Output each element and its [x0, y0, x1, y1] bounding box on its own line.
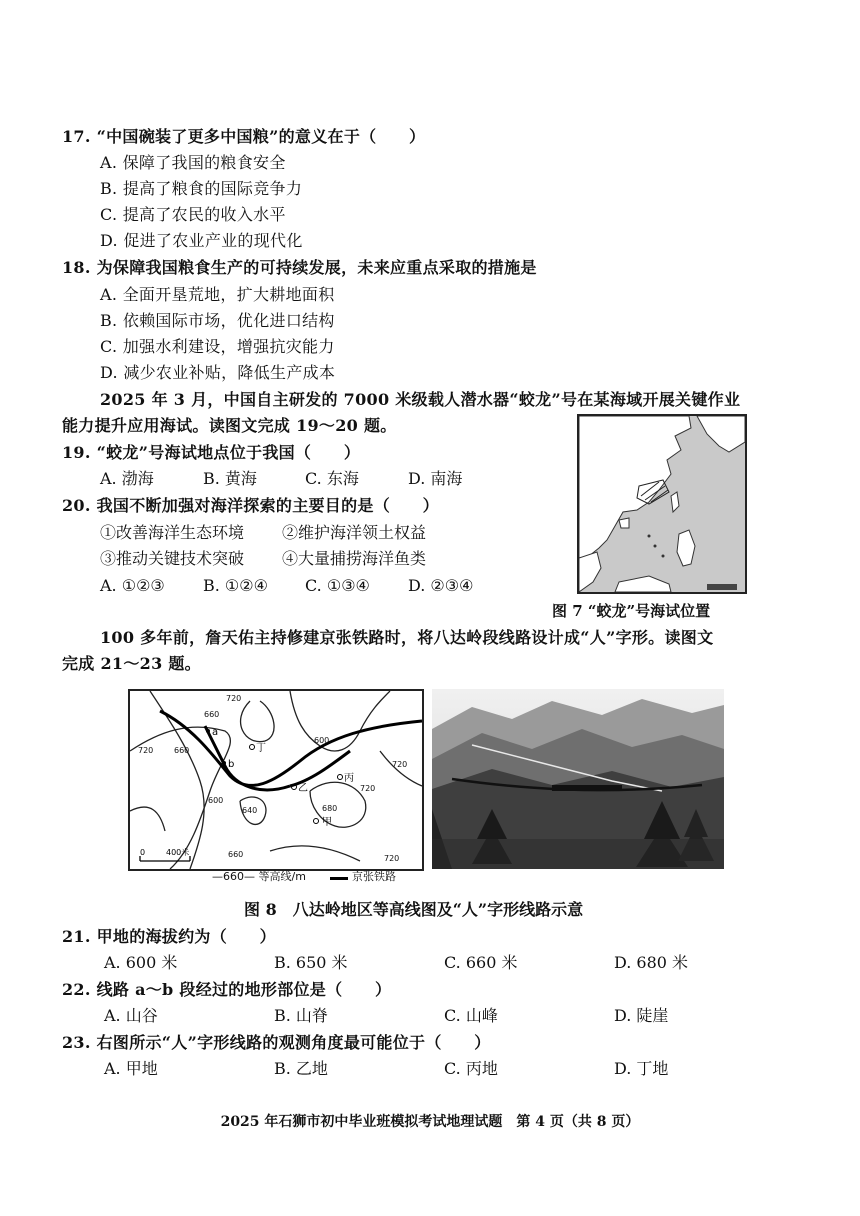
q20-option-b: B. ①②④ [203, 576, 268, 595]
fig8-contour-map [128, 689, 424, 871]
fig7-map-drawing [579, 416, 745, 592]
q20-stem: 20. 我国不断加强对海洋探索的主要目的是（ ） [62, 496, 439, 515]
contour-label-6: 600 [208, 796, 224, 805]
q18-option-c: C. 加强水利建设，增强抗灾能力 [100, 337, 335, 356]
contour-label-1: 720 [226, 694, 242, 703]
q20-option-c: C. ①③④ [305, 576, 370, 595]
place-bing: 丙 [344, 773, 354, 784]
q20-item-2: ②维护海洋领土权益 [282, 523, 427, 542]
q17-option-b: B. 提高了粮食的国际竞争力 [100, 179, 303, 198]
q21-stem: 21. 甲地的海拔约为（ ） [62, 927, 276, 946]
fig8-caption: 图 8 八达岭地区等高线图及“人”字形线路示意 [244, 900, 584, 919]
fig7-caption: 图 7 “蛟龙”号海试位置 [552, 602, 711, 620]
q23-stem: 23. 右图所示“人”字形线路的观测角度最可能位于（ ） [62, 1033, 491, 1052]
contour-label-12: 720 [384, 854, 400, 863]
q19-stem: 19. “蛟龙”号海试地点位于我国（ ） [62, 443, 361, 462]
q23-option-d: D. 丁地 [614, 1059, 669, 1078]
q21-option-b: B. 650 米 [274, 953, 348, 972]
q21-option-a: A. 600 米 [104, 953, 178, 972]
contour-map-drawing [130, 691, 422, 869]
passage2-line2: 完成 21～23 题。 [62, 654, 201, 673]
q20-option-a: A. ①②③ [100, 576, 165, 595]
passage1-line2: 能力提升应用海试。读图文完成 19～20 题。 [62, 416, 397, 435]
q19-option-b: B. 黄海 [203, 469, 257, 488]
fig8-legend-rail: 京张铁路 [352, 870, 396, 883]
railway-illustration-drawing [432, 689, 724, 869]
q23-option-c: C. 丙地 [444, 1059, 498, 1078]
q23-option-a: A. 甲地 [104, 1059, 158, 1078]
q18-option-b: B. 依赖国际市场，优化进口结构 [100, 311, 335, 330]
scale-label: 400米 [166, 848, 190, 857]
q20-item-1: ①改善海洋生态环境 [100, 523, 245, 542]
q22-option-c: C. 山峰 [444, 1006, 498, 1025]
q18-stem: 18. 为保障我国粮食生产的可持续发展，未来应重点采取的措施是 [62, 258, 537, 277]
place-ding: 丁 [256, 743, 266, 754]
q18-option-a: A. 全面开垦荒地，扩大耕地面积 [100, 285, 335, 304]
q22-stem: 22. 线路 a～b 段经过的地形部位是（ ） [62, 980, 392, 999]
fig7-map [577, 414, 747, 594]
contour-label-11: 660 [228, 850, 244, 859]
q21-option-d: D. 680 米 [614, 953, 689, 972]
q17-option-a: A. 保障了我国的粮食安全 [100, 153, 286, 172]
contour-label-9: 640 [242, 806, 258, 815]
fig8-legend-contour: —660— 等高线/m [212, 870, 306, 883]
q17-option-d: D. 促进了农业产业的现代化 [100, 231, 303, 250]
q17-stem: 17. “中国碗装了更多中国粮”的意义在于（ ） [62, 127, 426, 146]
railway-illustration [432, 689, 724, 869]
passage1-line1: 2025 年 3 月，中国自主研发的 7000 米级载人潜水器“蛟龙”号在某海域开展关键作业 [100, 390, 741, 409]
place-yi: 乙 [298, 783, 308, 794]
contour-label-4: 660 [174, 746, 190, 755]
q20-item-3: ③推动关键技术突破 [100, 549, 245, 568]
contour-label-7: 720 [392, 760, 408, 769]
place-b: b [228, 759, 235, 770]
contour-label-3: 720 [138, 746, 154, 755]
scale-zero: 0 [140, 848, 146, 857]
q22-option-b: B. 山脊 [274, 1006, 328, 1025]
q19-option-c: C. 东海 [305, 469, 359, 488]
page-footer: 2025 年石狮市初中毕业班模拟考试地理试题 第 4 页（共 8 页） [220, 1114, 640, 1130]
q20-item-4: ④大量捕捞海洋鱼类 [282, 549, 427, 568]
passage2-line1: 100 多年前，詹天佑主持修建京张铁路时，将八达岭段线路设计成“人”字形。读图文 [100, 628, 714, 647]
contour-label-5: 600 [314, 736, 330, 745]
q19-option-d: D. 南海 [408, 469, 463, 488]
contour-label-2: 660 [204, 710, 220, 719]
q18-option-d: D. 减少农业补贴，降低生产成本 [100, 363, 336, 382]
fig8-legend-rail-line [330, 877, 348, 880]
q21-option-c: C. 660 米 [444, 953, 518, 972]
q17-option-c: C. 提高了农民的收入水平 [100, 205, 286, 224]
q20-option-d: D. ②③④ [408, 576, 474, 595]
contour-label-8: 720 [360, 784, 376, 793]
scale-bar [140, 847, 190, 861]
contour-label-10: 680 [322, 804, 338, 813]
place-jia: 甲 [322, 817, 332, 828]
q22-option-a: A. 山谷 [104, 1006, 158, 1025]
q22-option-d: D. 陡崖 [614, 1006, 669, 1025]
q23-option-b: B. 乙地 [274, 1059, 328, 1078]
q19-option-a: A. 渤海 [100, 469, 154, 488]
place-a: a [212, 727, 219, 738]
